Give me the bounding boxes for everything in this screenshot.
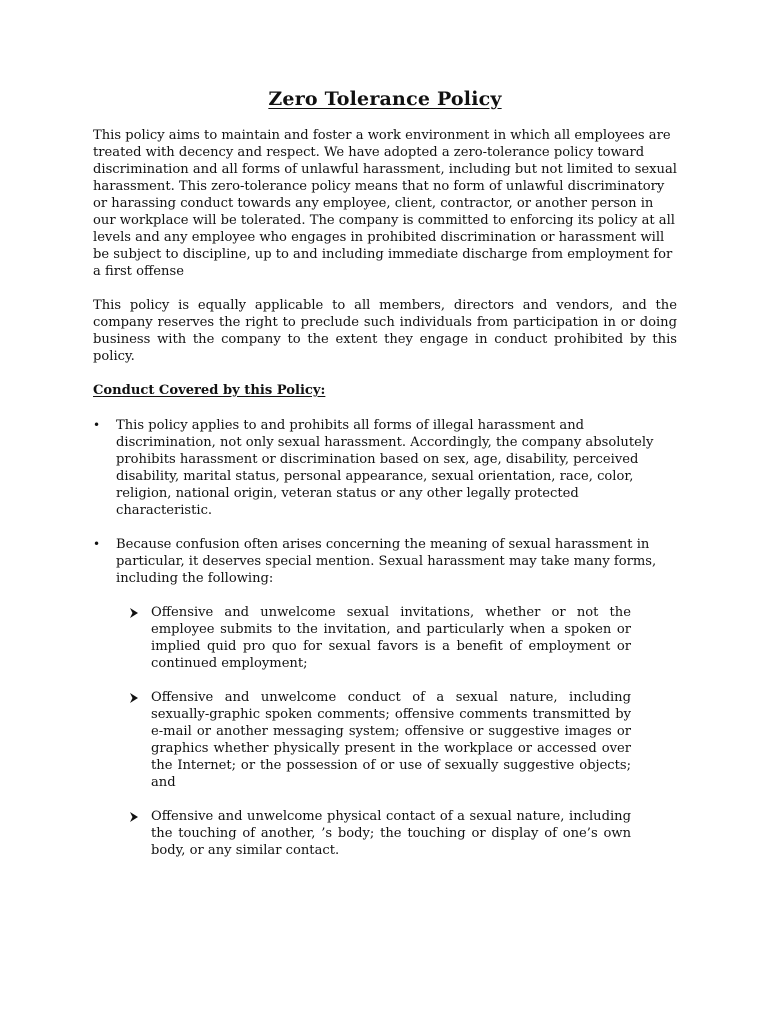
arrowhead-right-icon xyxy=(128,811,140,823)
bullet-icon: • xyxy=(93,418,101,432)
bullet-item xyxy=(93,536,677,587)
intro-paragraph: This policy aims to maintain and foster a work environment in which all employees are treated with decency and respect. We have adopted a zero-tolerance policy toward discrimination and all forms of unlawful harassment, including but not limited to sexual harassment. This zero-tolerance policy means that no form of unlawful discriminatory or harassing conduct towards any employee, client, contractor, or another person in our workplace will be tolerated. The company is committed to enforcing its policy at all levels and any employee who engages in prohibited discrimination or harassment will be subject to discipline, up to and including immediate discharge from employment for a first offense xyxy=(93,128,677,279)
section-heading: Conduct Covered by this Policy: xyxy=(93,383,326,398)
document-title: Zero Tolerance Policy xyxy=(268,88,502,110)
sub-item-list xyxy=(128,604,631,859)
bullet-list xyxy=(93,417,677,587)
arrowhead-right-icon xyxy=(128,607,140,619)
bullet-icon: • xyxy=(93,537,101,551)
sub-item-text: Offensive and unwelcome physical contact of a sexual nature, including the touching of another, ’s body; the touching or display of one’s own body, or any similar contact. xyxy=(151,809,631,858)
applicability-paragraph: This policy is equally applicable to all members, directors and vendors, and the company reserves the right to preclude such individuals from participation in or doing business with the company to the extent they engage in conduct prohibited by this policy. xyxy=(93,298,677,364)
sub-item-text: Offensive and unwelcome conduct of a sexual nature, including sexually-graphic spoken comments; offensive comments transmitted by e-mail or another messaging system; offensive or suggestive images or graphics whether physically present in the workplace or accessed over the Internet; or the possession of or use of sexually suggestive objects; and xyxy=(151,690,631,790)
bullet-item xyxy=(93,417,677,519)
sub-item xyxy=(128,689,631,791)
document-page xyxy=(93,88,677,859)
bullet-text: Because confusion often arises concerning the meaning of sexual harassment in particular, it deserves special mention. Sexual harassment may take many forms, including the following: xyxy=(116,537,657,586)
sub-item xyxy=(128,604,631,672)
arrowhead-right-icon xyxy=(128,692,140,704)
bullet-text: This policy applies to and prohibits all forms of illegal harassment and discrimination, not only sexual harassment. Accordingly, the company absolutely prohibits harassment or discrimination based on sex, age, disability, perceived disability, marital status, personal appearance, sexual orientation, race, color, religion, national origin, veteran status or any other legally protected characteristic. xyxy=(116,418,654,518)
sub-item-text: Offensive and unwelcome sexual invitations, whether or not the employee submits to the invitation, and particularly when a spoken or implied quid pro quo for sexual favors is a benefit of employment or continued employment; xyxy=(151,605,631,671)
sub-item xyxy=(128,808,631,859)
